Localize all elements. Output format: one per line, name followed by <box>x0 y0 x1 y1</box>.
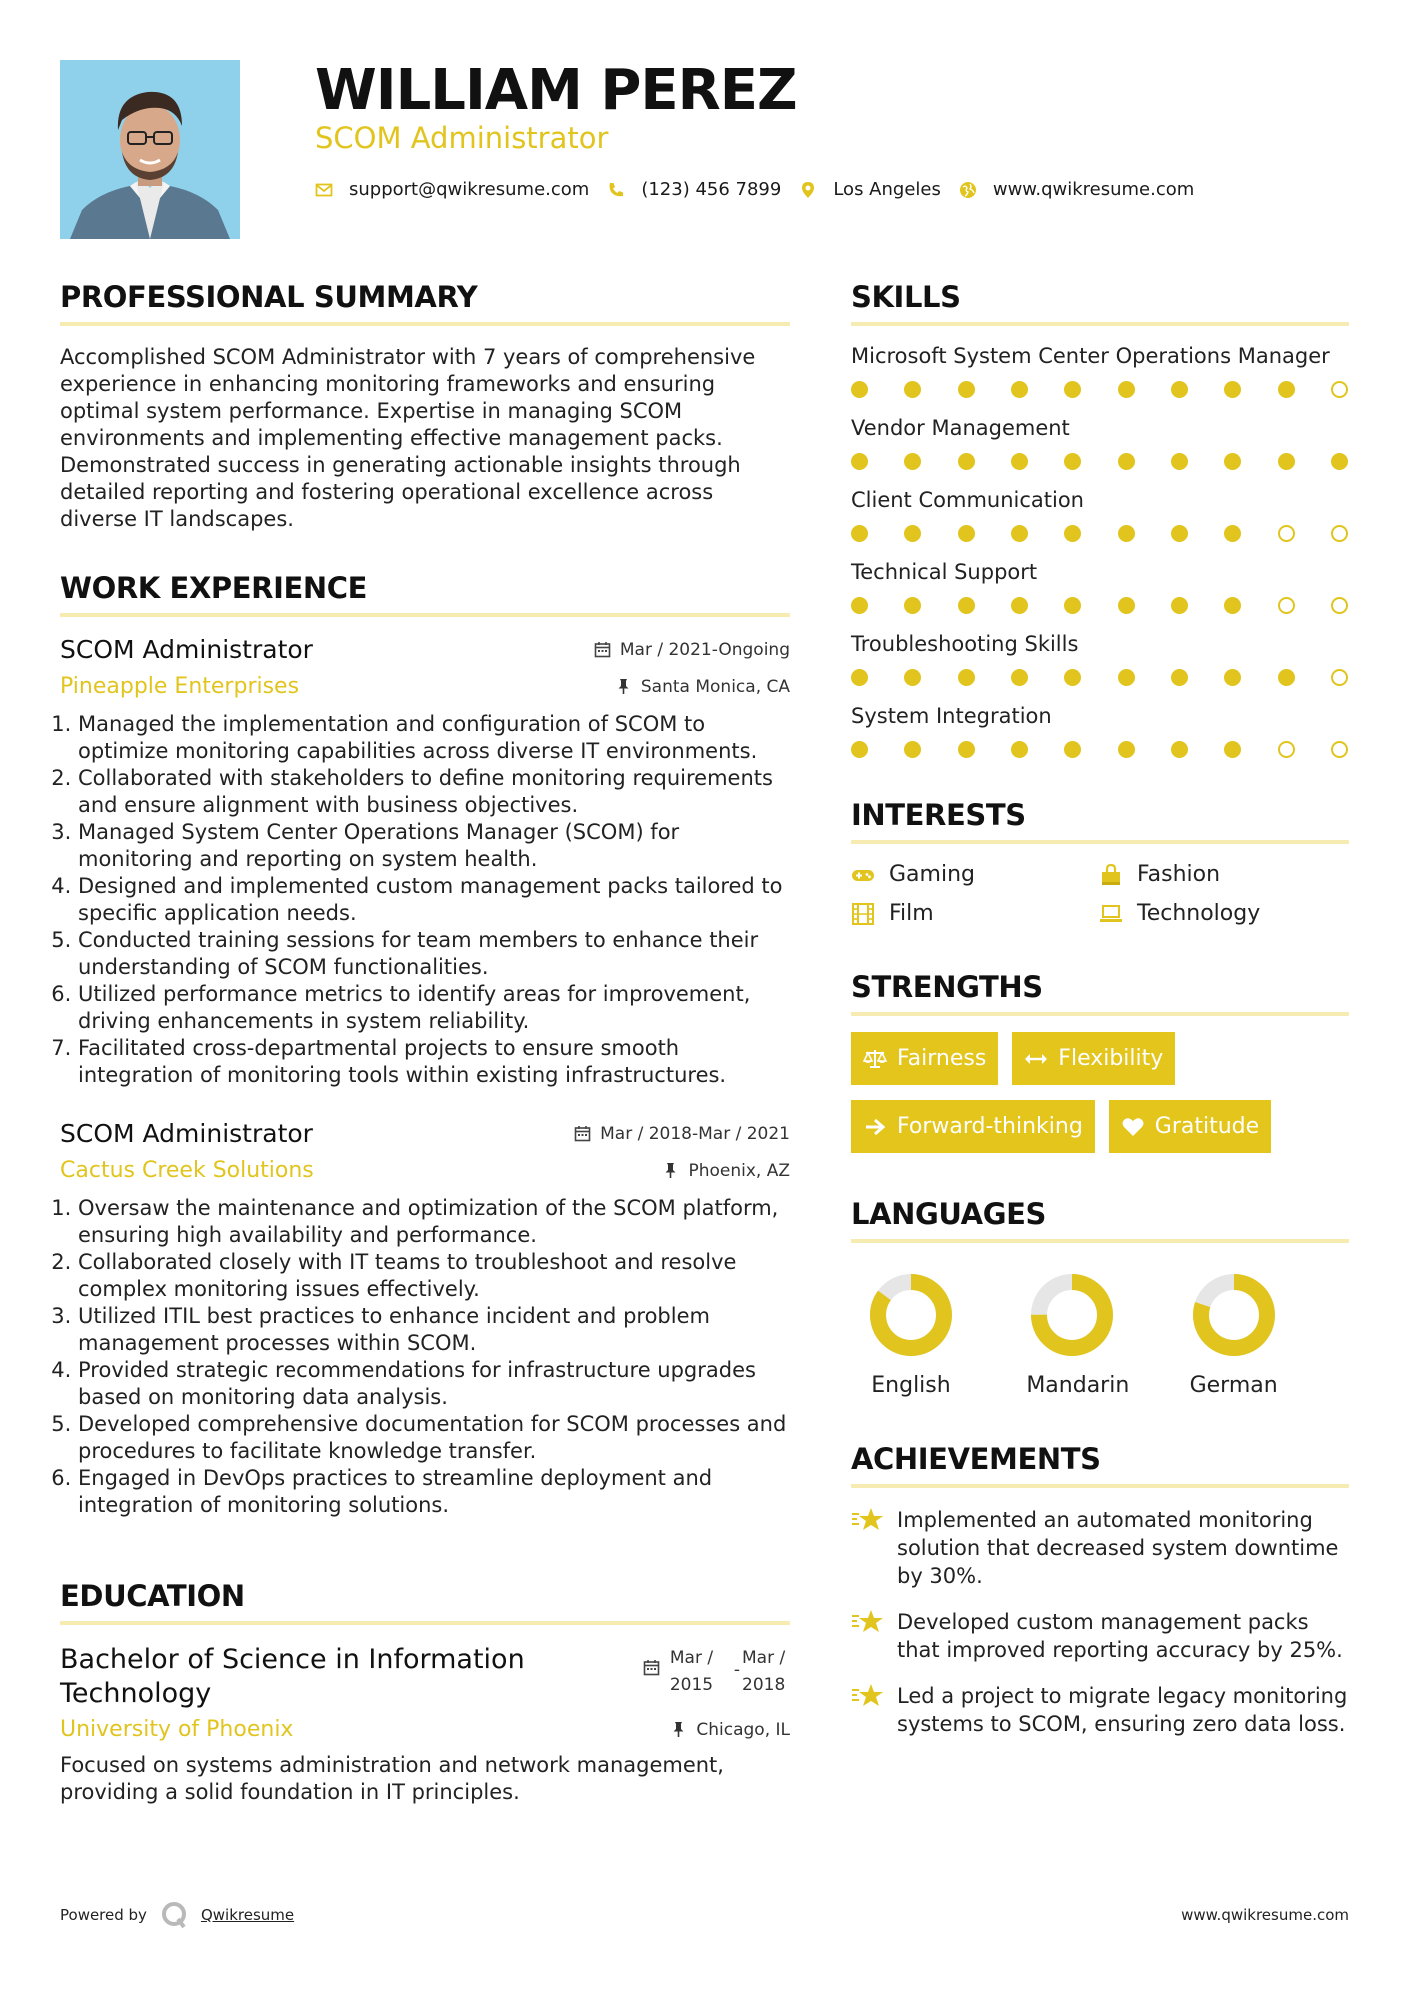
rating-dot-filled <box>851 741 868 758</box>
rating-dot-filled <box>958 525 975 542</box>
language-ring <box>1192 1273 1276 1357</box>
rating-dot-filled <box>1278 669 1295 686</box>
duty-list <box>60 711 790 1089</box>
globe-icon <box>959 181 977 199</box>
interests-list <box>851 862 1349 926</box>
skill-name: Technical Support <box>851 560 1038 584</box>
job-date <box>594 640 790 660</box>
location-icon <box>799 181 817 199</box>
school-location <box>670 1720 790 1740</box>
left-column <box>60 280 790 1806</box>
education-end-year: 2018 <box>742 1675 786 1695</box>
job-location-text: Phoenix, AZ <box>688 1160 790 1181</box>
skill-name: Troubleshooting Skills <box>851 632 1079 656</box>
rating-dot-filled <box>1224 381 1241 398</box>
language-ring <box>1030 1273 1114 1357</box>
rating-dot-filled <box>1171 525 1188 542</box>
job-entry <box>60 1119 790 1519</box>
education-start-year: 2015 <box>669 1675 714 1695</box>
achievements-heading: ACHIEVEMENTS <box>851 1442 1349 1488</box>
interest-item <box>851 862 1099 887</box>
duty-item: 7. Facilitated cross-departmental projects to ensure smooth integration of monitoring tools within existing infrastructures. <box>78 1035 790 1089</box>
strength-label: Flexibility <box>1058 1046 1164 1071</box>
rating-dot-filled <box>904 741 921 758</box>
rating-dot-filled <box>958 669 975 686</box>
school-location-text: Chicago, IL <box>696 1719 790 1740</box>
pin-icon <box>615 678 632 695</box>
duty-item: 5. Conducted training sessions for team members to enhance their understanding of SCOM functionalities. <box>78 927 790 981</box>
rating-dot-filled <box>1331 453 1348 470</box>
rating-dot-filled <box>1011 597 1028 614</box>
strengths-heading: STRENGTHS <box>851 970 1349 1016</box>
arrows-horizontal-icon <box>1024 1047 1048 1071</box>
job-date-text: Mar / 2018-Mar / 2021 <box>600 1123 790 1144</box>
balance-scale-icon <box>863 1047 887 1071</box>
rating-dot-filled <box>1278 381 1295 398</box>
achievement-item <box>851 1506 1349 1590</box>
qwikresume-logo-icon <box>159 1900 189 1930</box>
skill-rating <box>851 381 1349 398</box>
rating-dot-filled <box>1224 669 1241 686</box>
duty-item: 6. Engaged in DevOps practices to streamline deployment and integration of monitoring solutions. <box>78 1465 790 1519</box>
rating-dot-filled <box>1118 741 1135 758</box>
job-entry <box>60 635 790 1089</box>
film-icon <box>851 902 875 926</box>
shopping-bag-icon <box>1099 863 1123 887</box>
summary-text: Accomplished SCOM Administrator with 7 years of comprehensive experience in enhancing monitoring frameworks and ensuring optimal system performance. Expertise in managing SCOM environments and implementing effective management packs. Demonstrated success in generating actionable insights through detailed reporting and fostering operational excellence across diverse IT landscapes. <box>60 345 756 531</box>
strength-label: Gratitude <box>1154 1114 1260 1139</box>
education-start-month: Mar / <box>669 1648 714 1668</box>
rating-dot-empty <box>1331 741 1348 758</box>
pin-icon <box>662 1162 679 1179</box>
rating-dot-empty <box>1331 597 1348 614</box>
email-icon <box>315 181 333 199</box>
rating-dot-empty <box>1331 381 1348 398</box>
rating-dot-filled <box>904 669 921 686</box>
arrow-right-icon <box>863 1115 887 1139</box>
skill-item <box>851 558 1349 614</box>
education-description: Focused on systems administration and network management, providing a solid foundation in IT principles. <box>60 1753 724 1804</box>
duty-item: 2. Collaborated with stakeholders to define monitoring requirements and ensure alignment with business objectives. <box>78 765 790 819</box>
star-award-icon <box>851 1682 885 1710</box>
education-dates <box>643 1645 790 1699</box>
rating-dot-filled <box>958 453 975 470</box>
skill-item <box>851 702 1349 758</box>
rating-dot-filled <box>1064 381 1081 398</box>
contact-bar <box>315 179 1212 200</box>
skill-name: System Integration <box>851 704 1052 728</box>
duty-list <box>60 1195 790 1519</box>
strength-label: Forward-thinking <box>897 1114 1083 1139</box>
rating-dot-filled <box>1011 669 1028 686</box>
education-date-dash: - <box>733 1660 740 1680</box>
rating-dot-filled <box>958 597 975 614</box>
achievement-item <box>851 1608 1349 1664</box>
pin-icon <box>670 1721 687 1738</box>
language-item <box>1188 1273 1349 1398</box>
rating-dot-filled <box>851 597 868 614</box>
strength-chip <box>1012 1032 1175 1085</box>
duty-item: 4. Provided strategic recommendations for infrastructure upgrades based on monitoring data analysis. <box>78 1357 790 1411</box>
school-name: University of Phoenix <box>60 1717 294 1742</box>
rating-dot-filled <box>1224 741 1241 758</box>
profile-photo <box>60 60 240 239</box>
rating-dot-filled <box>1171 453 1188 470</box>
strength-chip <box>851 1100 1095 1153</box>
interest-label: Fashion <box>1137 862 1221 887</box>
summary-heading: PROFESSIONAL SUMMARY <box>60 280 790 326</box>
rating-dot-filled <box>1224 453 1241 470</box>
interest-label: Technology <box>1137 901 1261 926</box>
job-location <box>662 1161 790 1181</box>
duty-item: 6. Utilized performance metrics to identify areas for improvement, driving enhancements in system reliability. <box>78 981 790 1035</box>
education-heading: EDUCATION <box>60 1579 790 1625</box>
rating-dot-filled <box>851 669 868 686</box>
interest-item <box>1099 901 1349 926</box>
rating-dot-filled <box>1011 741 1028 758</box>
job-location <box>615 677 790 697</box>
rating-dot-filled <box>1171 669 1188 686</box>
duty-item: 2. Collaborated closely with IT teams to troubleshoot and resolve complex monitoring issues effectively. <box>78 1249 790 1303</box>
rating-dot-filled <box>1064 669 1081 686</box>
strengths-list <box>851 1032 1349 1153</box>
skills-heading: SKILLS <box>851 280 1349 326</box>
language-name: Mandarin <box>1026 1373 1130 1398</box>
rating-dot-filled <box>851 525 868 542</box>
interest-label: Film <box>889 901 934 926</box>
rating-dot-filled <box>1118 525 1135 542</box>
rating-dot-filled <box>1011 453 1028 470</box>
job-title: SCOM Administrator <box>60 1119 313 1148</box>
rating-dot-filled <box>904 453 921 470</box>
language-name: English <box>871 1373 951 1398</box>
qwikresume-link[interactable]: Qwikresume <box>200 1906 295 1924</box>
rating-dot-filled <box>904 597 921 614</box>
skill-item <box>851 342 1349 398</box>
skills-list <box>851 342 1349 758</box>
rating-dot-filled <box>1118 381 1135 398</box>
languages-heading: LANGUAGES <box>851 1197 1349 1243</box>
interests-heading: INTERESTS <box>851 798 1349 844</box>
rating-dot-filled <box>1064 741 1081 758</box>
rating-dot-empty <box>1331 669 1348 686</box>
company-name: Pineapple Enterprises <box>60 674 300 699</box>
education-end-month: Mar / <box>742 1648 786 1668</box>
skill-name: Client Communication <box>851 488 1084 512</box>
duty-item: 3. Managed System Center Operations Manager (SCOM) for monitoring and reporting on system health. <box>78 819 790 873</box>
skill-rating <box>851 741 1349 758</box>
company-name: Cactus Creek Solutions <box>60 1158 314 1183</box>
skill-name: Vendor Management <box>851 416 1070 440</box>
achievement-text: Implemented an automated monitoring solution that decreased system downtime by 30%. <box>897 1508 1339 1588</box>
skill-rating <box>851 453 1349 470</box>
gamepad-icon <box>851 863 875 887</box>
rating-dot-filled <box>1064 525 1081 542</box>
achievement-item <box>851 1682 1349 1738</box>
interest-label: Gaming <box>889 862 975 887</box>
language-item <box>1026 1273 1187 1398</box>
duty-item: 3. Utilized ITIL best practices to enhance incident and problem management processes within SCOM. <box>78 1303 790 1357</box>
skill-rating <box>851 669 1349 686</box>
skill-rating <box>851 525 1349 542</box>
rating-dot-filled <box>1278 453 1295 470</box>
job-date <box>574 1124 790 1144</box>
skill-item <box>851 630 1349 686</box>
rating-dot-empty <box>1278 525 1295 542</box>
degree-title: Bachelor of Science in Information Technology <box>60 1644 525 1709</box>
skill-name: Microsoft System Center Operations Manager <box>851 344 1330 368</box>
strength-chip <box>851 1032 998 1085</box>
rating-dot-filled <box>1224 597 1241 614</box>
footer-powered <box>60 1900 294 1930</box>
language-item <box>865 1273 1026 1398</box>
job-title: SCOM Administrator <box>60 635 313 664</box>
rating-dot-empty <box>1331 525 1348 542</box>
powered-by-label: Powered by <box>60 1906 147 1924</box>
languages-list <box>851 1273 1349 1398</box>
job-date-text: Mar / 2021-Ongoing <box>619 639 790 660</box>
language-name: German <box>1189 1373 1278 1398</box>
rating-dot-filled <box>1011 381 1028 398</box>
contact-phone[interactable]: (123) 456 7899 <box>641 179 782 200</box>
rating-dot-filled <box>1224 525 1241 542</box>
strength-chip <box>1109 1100 1271 1153</box>
calendar-icon <box>594 641 611 658</box>
rating-dot-filled <box>1171 381 1188 398</box>
duty-item: 1. Oversaw the maintenance and optimization of the SCOM platform, ensuring high availability and performance. <box>78 1195 790 1249</box>
rating-dot-filled <box>1118 669 1135 686</box>
rating-dot-filled <box>1118 453 1135 470</box>
phone-icon <box>607 181 625 199</box>
star-award-icon <box>851 1506 885 1534</box>
education-entry <box>60 1643 790 1806</box>
heart-icon <box>1121 1115 1145 1139</box>
rating-dot-empty <box>1278 597 1295 614</box>
rating-dot-filled <box>1011 525 1028 542</box>
contact-location: Los Angeles <box>833 179 941 200</box>
strength-label: Fairness <box>897 1046 987 1071</box>
rating-dot-filled <box>1064 597 1081 614</box>
candidate-name: WILLIAM PEREZ <box>315 58 797 123</box>
laptop-icon <box>1099 902 1123 926</box>
duty-item: 1. Managed the implementation and configuration of SCOM to optimize monitoring capabilities across diverse IT environments. <box>78 711 790 765</box>
rating-dot-filled <box>904 525 921 542</box>
interest-item <box>851 901 1099 926</box>
interest-item <box>1099 862 1349 887</box>
achievements-list <box>851 1506 1349 1738</box>
rating-dot-filled <box>958 381 975 398</box>
rating-dot-filled <box>1171 741 1188 758</box>
rating-dot-filled <box>1118 597 1135 614</box>
job-location-text: Santa Monica, CA <box>640 676 790 697</box>
calendar-icon <box>643 1659 660 1676</box>
skill-item <box>851 414 1349 470</box>
rating-dot-empty <box>1278 741 1295 758</box>
skill-item <box>851 486 1349 542</box>
language-ring <box>869 1273 953 1357</box>
rating-dot-filled <box>851 453 868 470</box>
achievement-text: Led a project to migrate legacy monitoring systems to SCOM, ensuring zero data loss. <box>897 1684 1348 1736</box>
rating-dot-filled <box>958 741 975 758</box>
footer-website[interactable]: www.qwikresume.com <box>1181 1906 1349 1924</box>
contact-email[interactable]: support@qwikresume.com <box>349 179 590 200</box>
star-award-icon <box>851 1608 885 1636</box>
experience-heading: WORK EXPERIENCE <box>60 571 790 617</box>
rating-dot-filled <box>1064 453 1081 470</box>
calendar-icon <box>574 1125 591 1142</box>
rating-dot-filled <box>1171 597 1188 614</box>
duty-item: 5. Developed comprehensive documentation for SCOM processes and procedures to facilitate knowledge transfer. <box>78 1411 790 1465</box>
right-column <box>851 280 1349 1738</box>
rating-dot-filled <box>851 381 868 398</box>
skill-rating <box>851 597 1349 614</box>
duty-item: 4. Designed and implemented custom management packs tailored to specific application needs. <box>78 873 790 927</box>
rating-dot-filled <box>904 381 921 398</box>
candidate-title: SCOM Administrator <box>315 121 609 155</box>
achievement-text: Developed custom management packs that improved reporting accuracy by 25%. <box>897 1610 1343 1662</box>
contact-website[interactable]: www.qwikresume.com <box>992 179 1195 200</box>
